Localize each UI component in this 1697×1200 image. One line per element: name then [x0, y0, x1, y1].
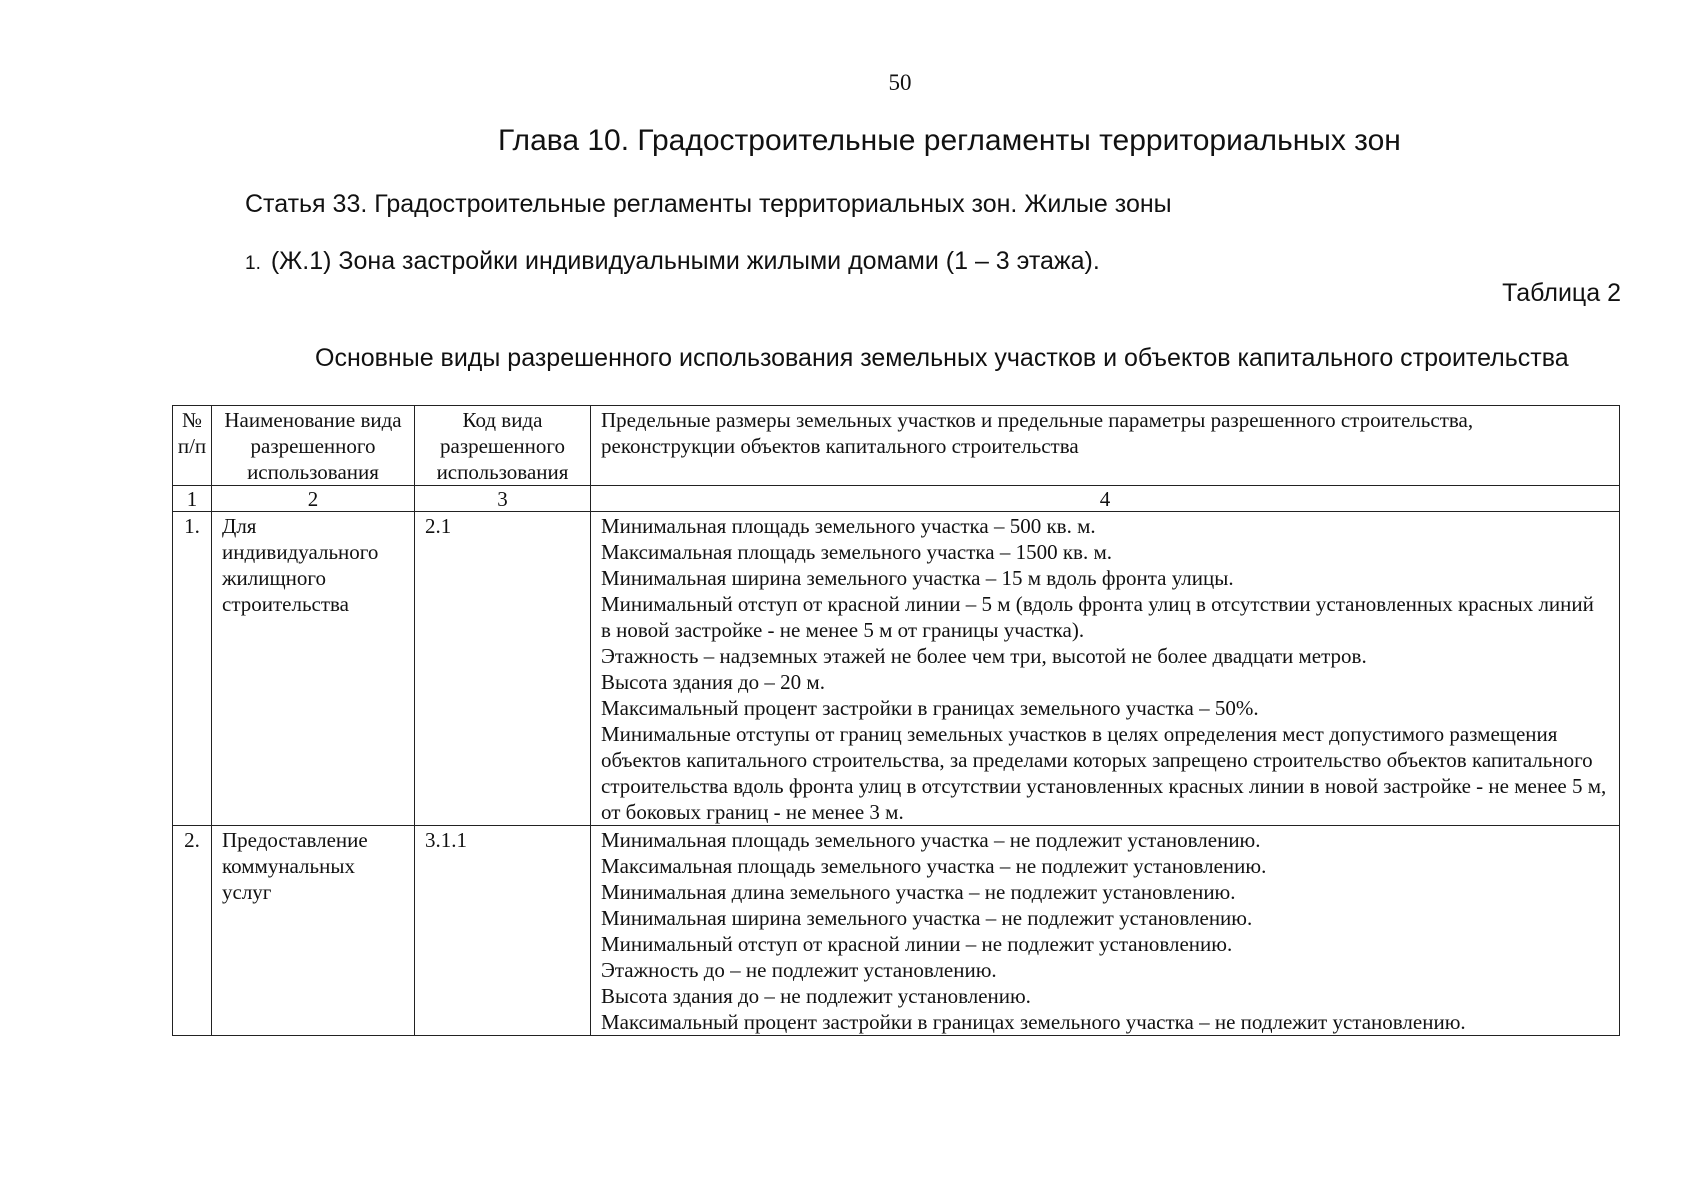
article-title: Статья 33. Градостроительные регламенты территориальных зон. Жилые зоны: [245, 190, 1172, 218]
parameters-cell: [591, 512, 1620, 826]
use-code: 2.1: [415, 512, 591, 826]
parameter-line: Минимальная ширина земельного участка – 15 м вдоль фронта улицы.: [601, 566, 1234, 590]
header-parameters: Предельные размеры земельных участков и предельные параметры разрешенного строительства, реконструкции объектов капитального строительства: [591, 406, 1620, 486]
column-number-row: [173, 486, 1620, 512]
zone-number: 1.: [245, 253, 261, 274]
parameter-line: Минимальный отступ от красной линии – 5 м (вдоль фронта улиц в отсутствии установленных красных линий в новой застройке - не менее 5 м от границы участка).: [601, 592, 1594, 642]
parameter-line: Минимальная длина земельного участка – не подлежит установлению.: [601, 880, 1236, 904]
parameter-line: Минимальные отступы от границ земельных участков в целях определения мест допустимого размещения объектов капитального строительства, за пределами которых запрещено строительство объектов капитального строительства вдоль фронта улиц в отсутствии установленных красных линии в новой застройке - не менее 5 м, от боковых границ - не менее 3 м.: [601, 722, 1607, 824]
parameter-line: Этажность до – не подлежит установлению.: [601, 958, 997, 982]
table-caption: Основные виды разрешенного использования земельных участков и объектов капитального строительства: [315, 344, 1569, 372]
parameter-line: Максимальная площадь земельного участка – не подлежит установлению.: [601, 854, 1267, 878]
header-use-code: Код вида разрешенного использования: [415, 406, 591, 486]
header-use-name: Наименование вида разрешенного использования: [212, 406, 415, 486]
zone-text: (Ж.1) Зона застройки индивидуальными жилыми домами (1 – 3 этажа).: [270, 247, 1100, 275]
row-number: 2.: [173, 826, 212, 1036]
column-number-3: 3: [415, 486, 591, 512]
column-number-4: 4: [591, 486, 1620, 512]
parameter-line: Этажность – надземных этажей не более чем три, высотой не более двадцати метров.: [601, 644, 1367, 668]
use-code: 3.1.1: [415, 826, 591, 1036]
use-name: Предоставление коммунальных услуг: [212, 826, 415, 1036]
use-name: Для индивидуального жилищного строительства: [212, 512, 415, 826]
parameter-line: Высота здания до – не подлежит установлению.: [601, 984, 1031, 1008]
parameter-line: Максимальный процент застройки в границах земельного участка – 50%.: [601, 696, 1259, 720]
table-row: [173, 512, 1620, 826]
regulations-table: [172, 405, 1620, 1036]
parameter-line: Минимальная площадь земельного участка – не подлежит установлению.: [601, 828, 1261, 852]
chapter-title: Глава 10. Градостроительные регламенты территориальных зон: [498, 124, 1401, 157]
parameter-line: Минимальный отступ от красной линии – не подлежит установлению.: [601, 932, 1233, 956]
header-number: № п/п: [173, 406, 212, 486]
page-number: 50: [888, 70, 912, 95]
parameters-cell: [591, 826, 1620, 1036]
row-number: 1.: [173, 512, 212, 826]
table-label: Таблица 2: [1502, 279, 1621, 307]
parameter-line: Максимальный процент застройки в границах земельного участка – не подлежит установлению.: [601, 1010, 1466, 1034]
column-number-1: 1: [173, 486, 212, 512]
column-number-2: 2: [212, 486, 415, 512]
zone-heading: [245, 247, 1100, 276]
parameter-line: Высота здания до – 20 м.: [601, 670, 825, 694]
parameter-line: Минимальная площадь земельного участка – 500 кв. м.: [601, 514, 1096, 538]
table-row: [173, 826, 1620, 1036]
table-header-row: [173, 406, 1620, 486]
parameter-line: Минимальная ширина земельного участка – не подлежит установлению.: [601, 906, 1253, 930]
parameter-line: Максимальная площадь земельного участка – 1500 кв. м.: [601, 540, 1112, 564]
